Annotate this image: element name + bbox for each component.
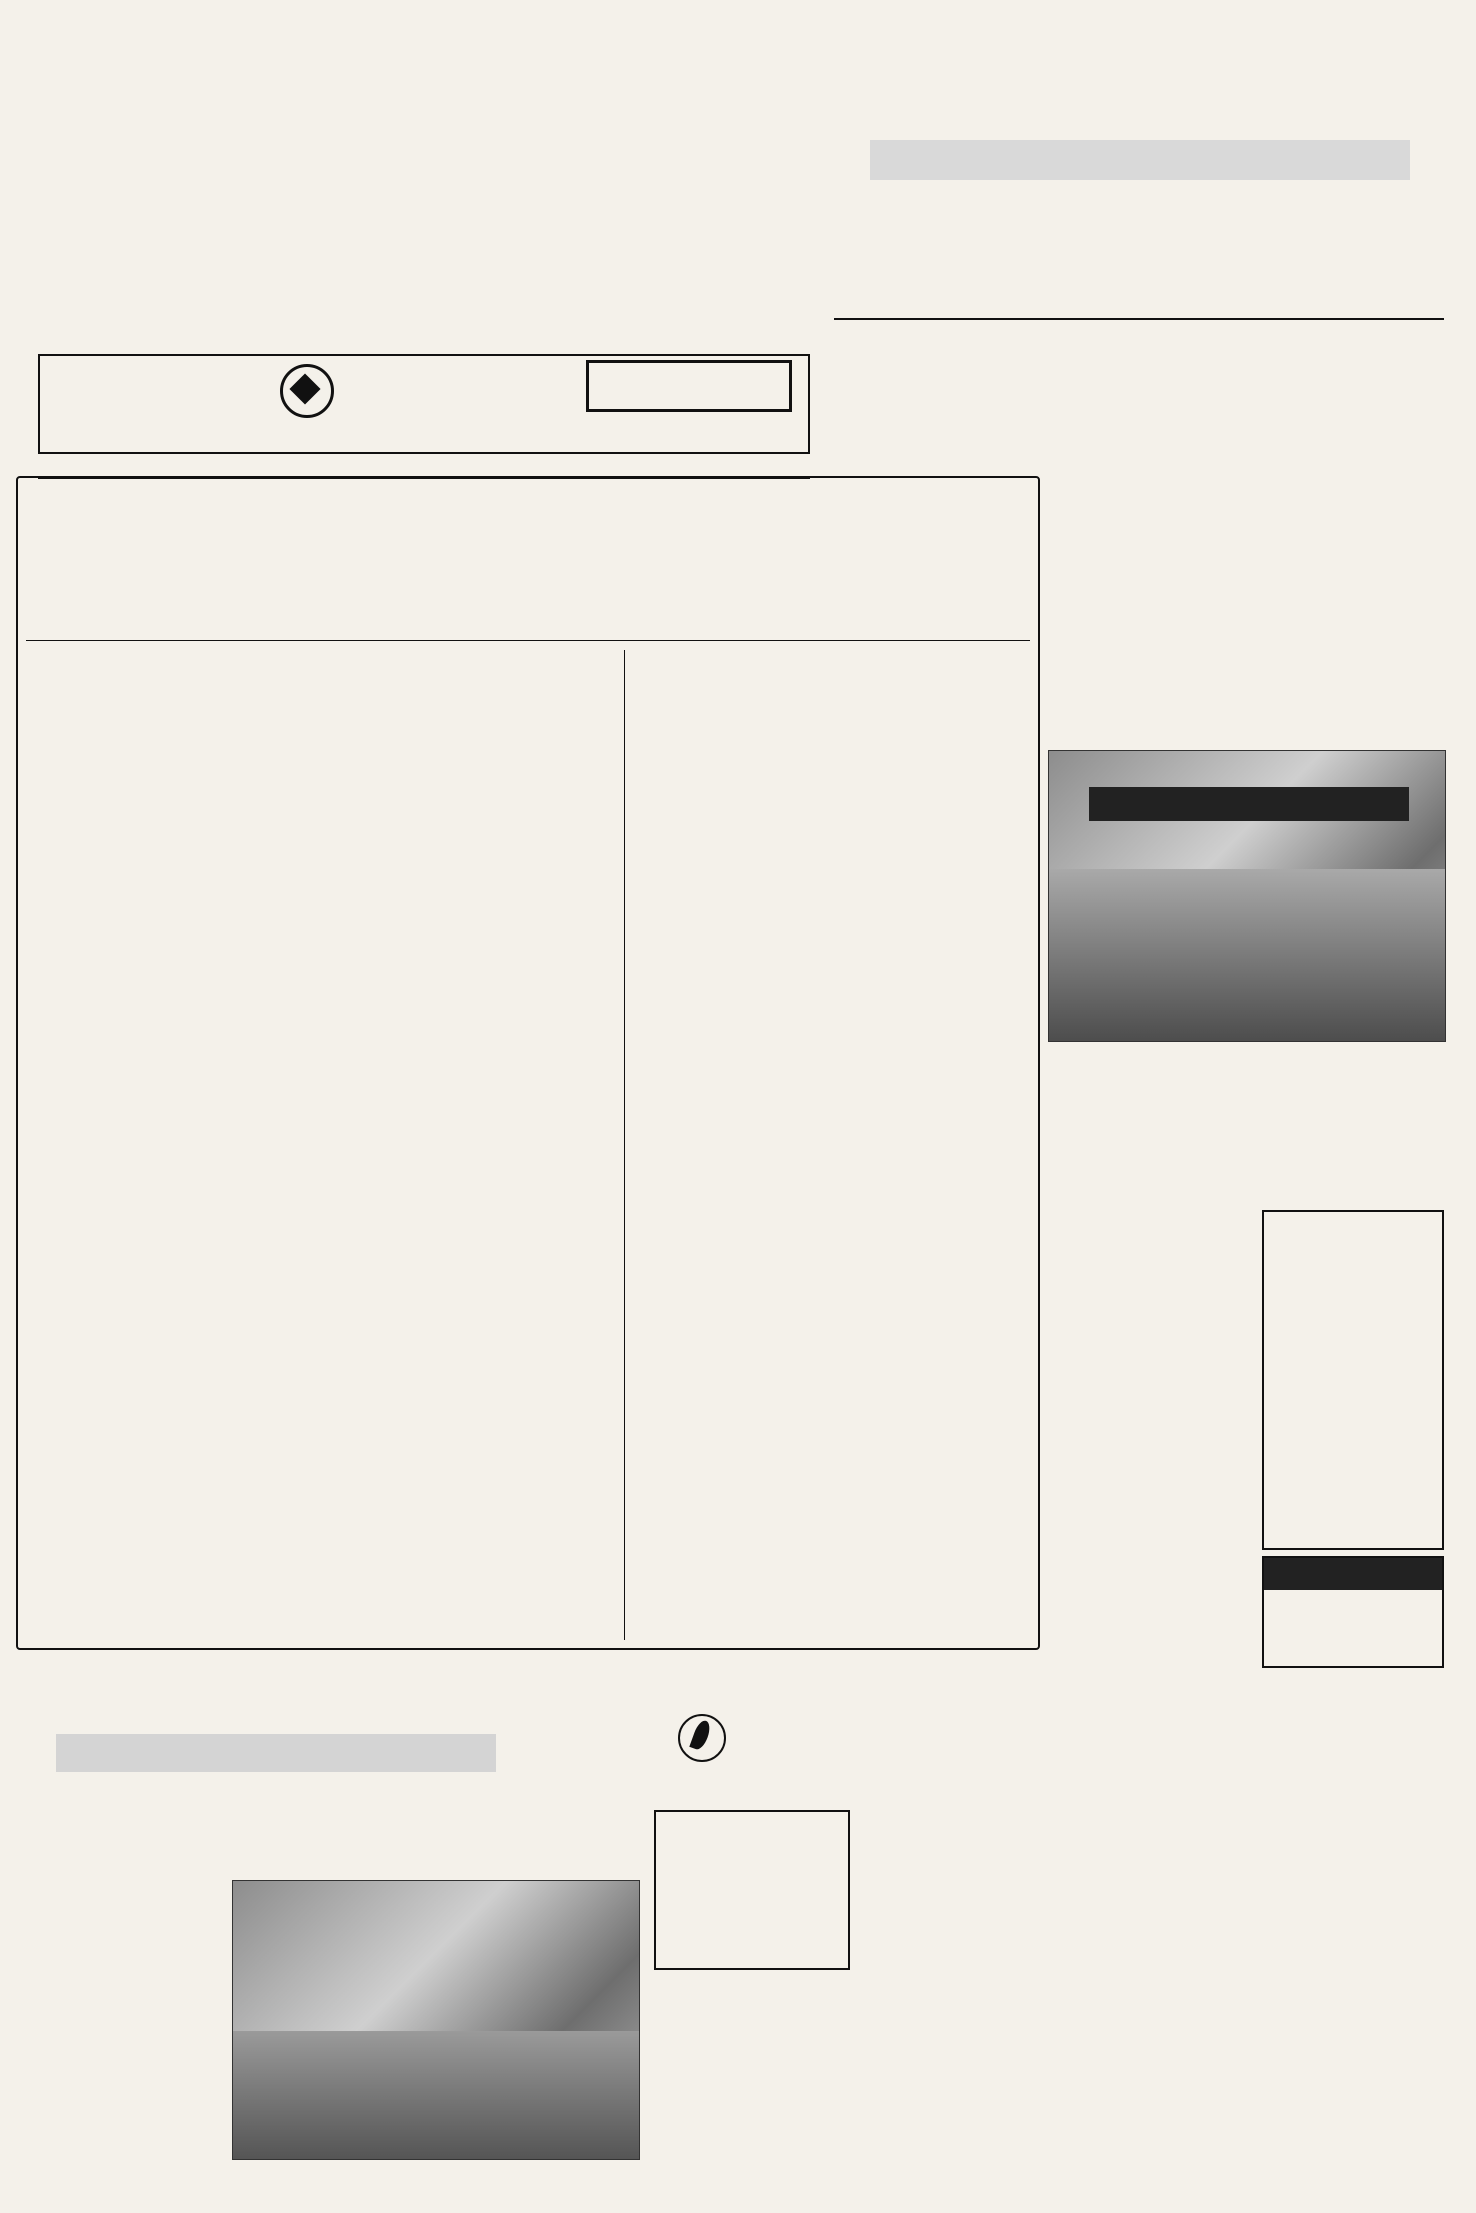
pu-headline (1392, 1218, 1436, 1544)
mid-body (762, 650, 1030, 1640)
power-body (1052, 1090, 1444, 1204)
pu-body (1268, 1220, 1362, 1540)
top-story-subhead (870, 140, 1410, 180)
info-subhead (56, 1734, 496, 1772)
info-body-right (520, 1680, 640, 1682)
shuangjin-body (1046, 326, 1342, 744)
mid-kicker (630, 652, 670, 1092)
left-body (160, 650, 618, 1640)
hk-box (654, 1810, 850, 1970)
opera-body (866, 1752, 1252, 1998)
bauhinia-icon (678, 1714, 726, 1762)
photo-caption (1301, 891, 1441, 1031)
world-title (1264, 1558, 1442, 1590)
hk-countdown (648, 1664, 858, 2004)
banner-sign (1089, 787, 1409, 821)
mid-headline (676, 652, 750, 1192)
info-body (28, 1780, 224, 2160)
shuangjin-kicker (1408, 330, 1448, 710)
left-headline (70, 652, 144, 1192)
masthead-title (23, 30, 828, 270)
seafood-ad (580, 360, 804, 448)
world-ad (1262, 1556, 1444, 1668)
left-kicker (24, 652, 64, 1092)
arbitration-photo (1048, 750, 1446, 1042)
pu-kicker (1364, 1220, 1388, 1540)
date-box (38, 354, 810, 454)
pu-story-box (1262, 1210, 1444, 1550)
club-logo (280, 364, 334, 418)
top-story-body (838, 186, 1428, 314)
shuangjin-vertical-headline (1346, 330, 1402, 740)
seafood-title (586, 360, 792, 412)
cleanup-photo (232, 1880, 640, 2160)
